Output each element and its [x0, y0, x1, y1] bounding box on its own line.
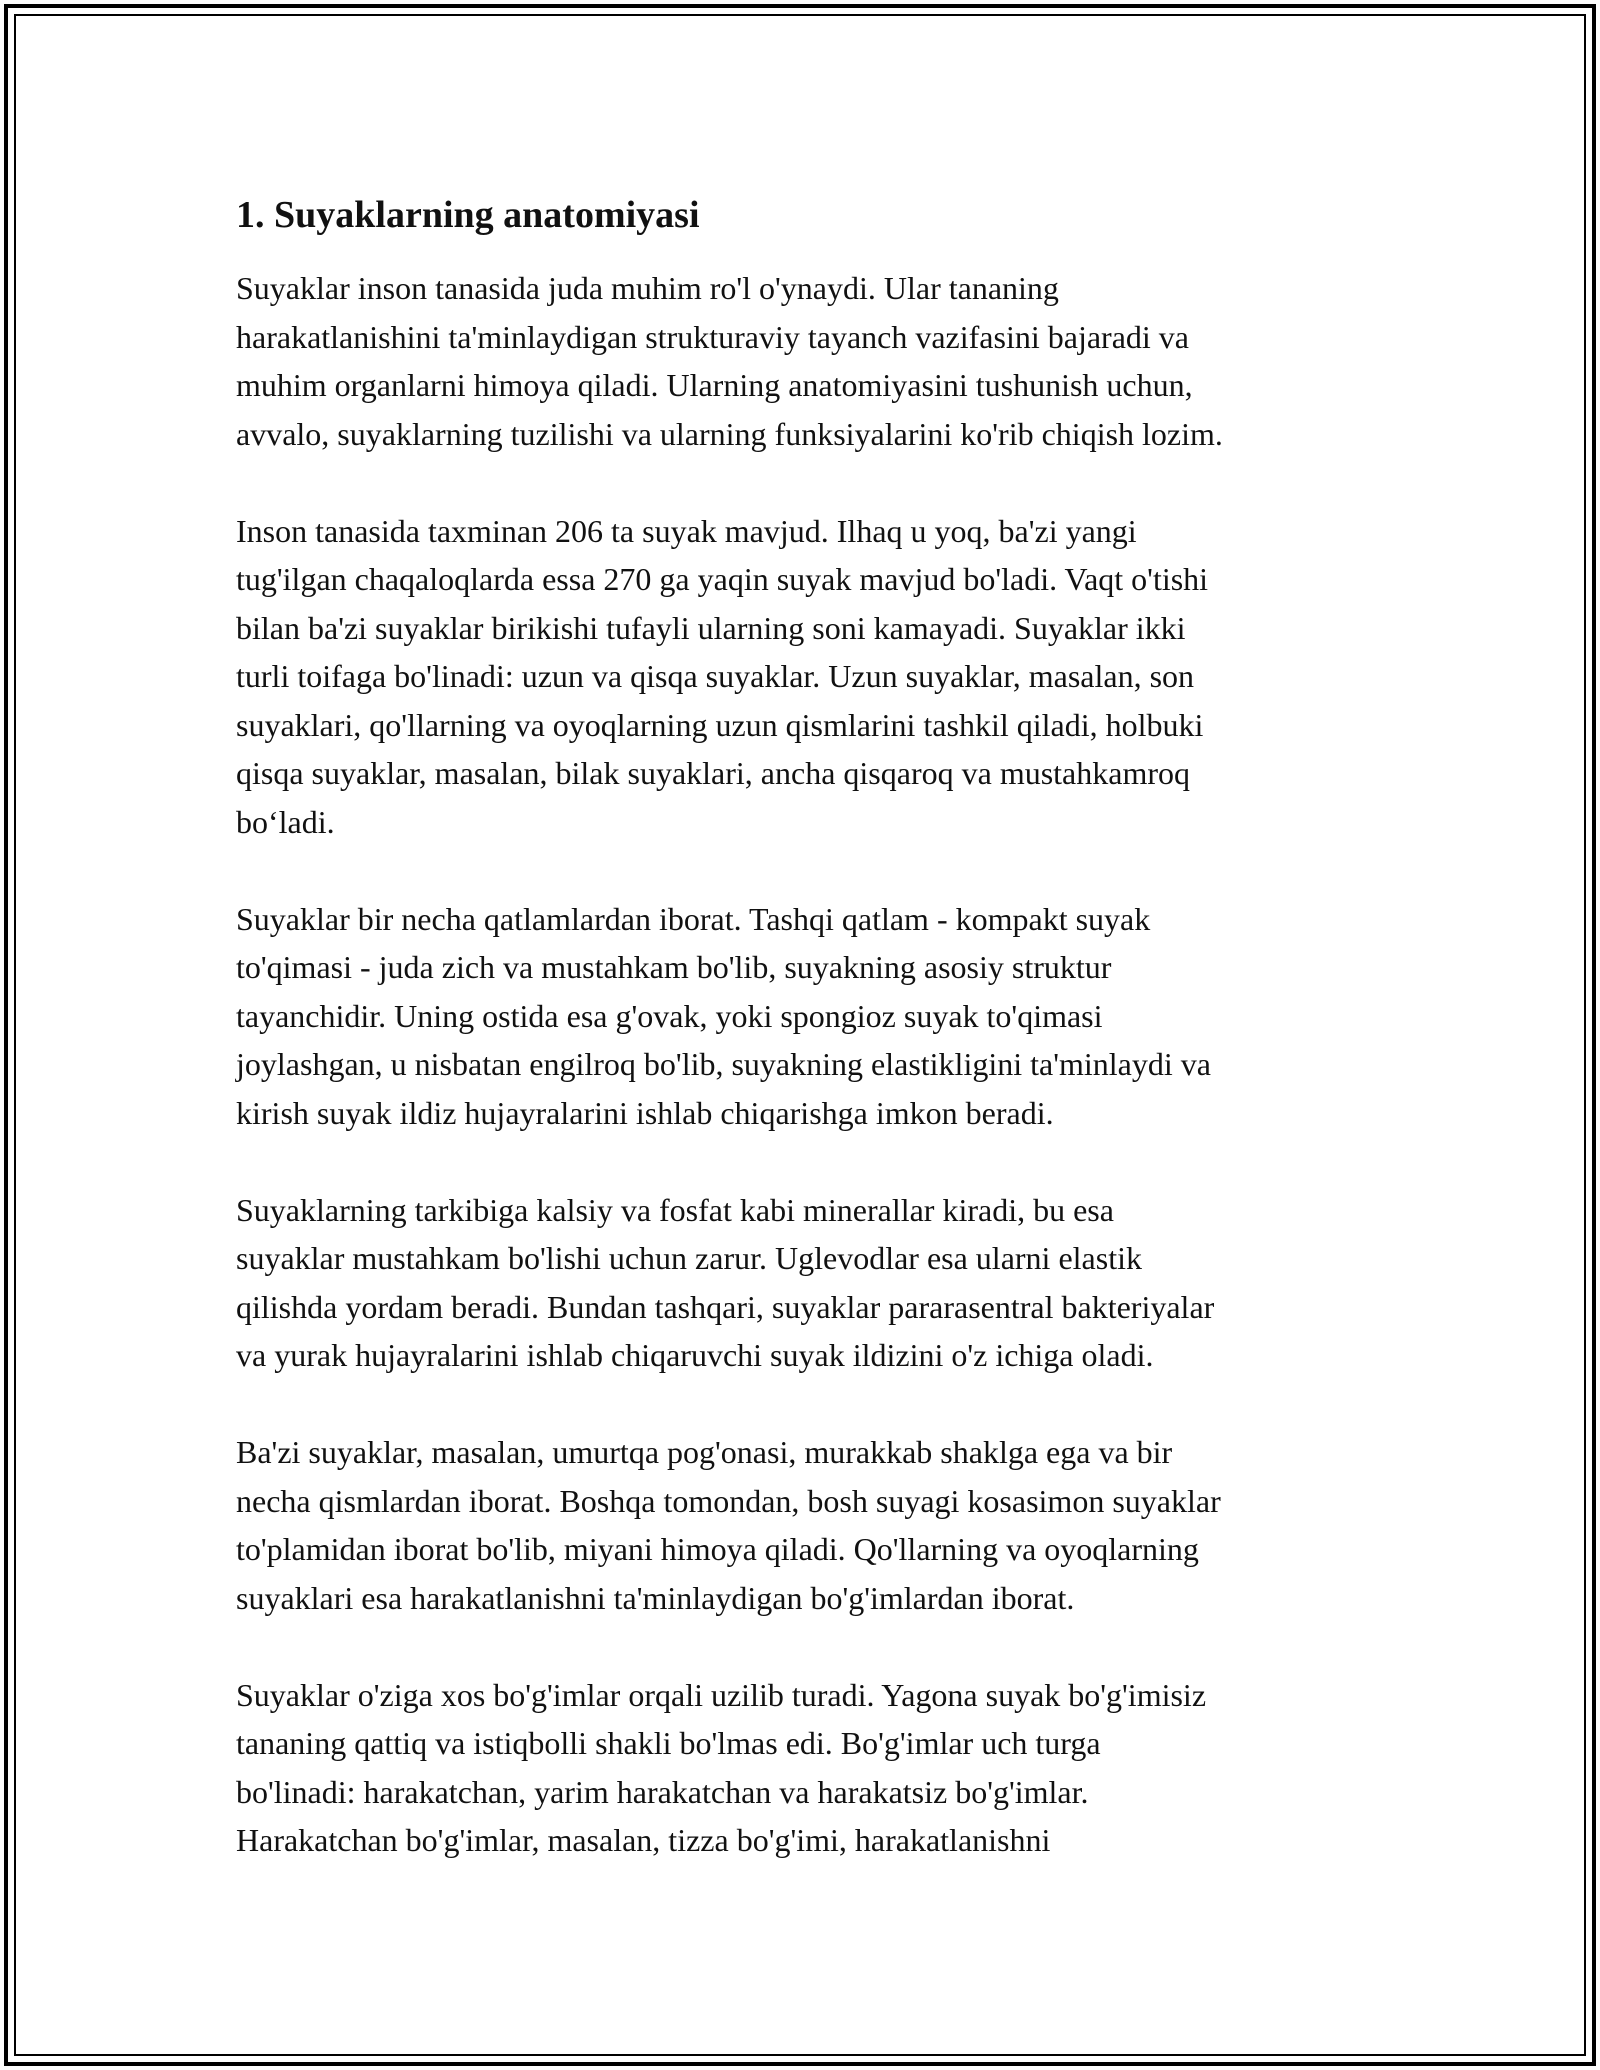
text-line: kirish suyak ildiz hujayralarini ishlab chiqarishga imkon beradi. [236, 1094, 1054, 1131]
text-line: necha qismlardan iborat. Boshqa tomondan, bosh suyagi kosasimon suyaklar [236, 1482, 1221, 1519]
text-line: Suyaklarning tarkibiga kalsiy va fosfat kabi minerallar kiradi, bu esa [236, 1191, 1114, 1228]
text-line: Suyaklar o'ziga xos bo'g'imlar orqali uzilib turadi. Yagona suyak bo'g'imisiz [236, 1676, 1207, 1713]
text-line: qisqa suyaklar, masalan, bilak suyaklari, ancha qisqaroq va mustahkamroq [236, 755, 1190, 791]
text-line: Suyaklar bir necha qatlamlardan iborat. Tashqi qatlam - kompakt suyak [236, 900, 1151, 937]
text-line: muhim organlarni himoya qiladi. Ularning anatomiyasini tushunish uchun, [236, 367, 1193, 403]
text-line: tayanchidir. Uning ostida esa g'ovak, yoki spongioz suyak to'qimasi [236, 997, 1103, 1034]
document-body [236, 186, 1376, 1913]
paragraph-complex-bones [236, 1428, 1376, 1622]
text-line: bilan ba'zi suyaklar birikishi tufayli ularning soni kamayadi. Suyaklar ikki [236, 609, 1186, 646]
paragraph-joints [236, 1671, 1376, 1865]
text-line: avvalo, suyaklarning tuzilishi va ularning funksiyalarini ko'rib chiqish lozim. [236, 415, 1223, 452]
text-line: qilishda yordam beradi. Bundan tashqari, suyaklar pararasentral bakteriyalar [236, 1288, 1215, 1325]
text-line: tananing qattiq va istiqbolli shakli bo'lmas edi. Bo'g'imlar uch turga [236, 1725, 1101, 1761]
paragraph-bone-count [236, 507, 1376, 847]
text-line: tug'ilgan chaqaloqlarda essa 270 ga yaqin suyak mavjud bo'ladi. Vaqt o'tishi [236, 561, 1209, 597]
text-line: va yurak hujayralarini ishlab chiqaruvchi suyak ildizini o'z ichiga oladi. [236, 1337, 1154, 1373]
text-line: bo'linadi: harakatchan, yarim harakatchan va harakatsiz bo'g'imlar. [236, 1773, 1089, 1810]
paragraph-bone-composition [236, 1186, 1376, 1380]
text-line: Ba'zi suyaklar, masalan, umurtqa pog'onasi, murakkab shaklga ega va bir [236, 1434, 1173, 1470]
text-line: suyaklari, qo'llarning va oyoqlarning uzun qismlarini tashkil qiladi, holbuki [236, 706, 1204, 743]
paragraph-bone-layers [236, 895, 1376, 1138]
text-line: Inson tanasida taxminan 206 ta suyak mavjud. Ilhaq u yoq, ba'zi yangi [236, 512, 1137, 549]
text-line: Harakatchan bo'g'imlar, masalan, tizza bo'g'imi, harakatlanishni [236, 1822, 1051, 1858]
text-line: suyaklar mustahkam bo'lishi uchun zarur. Uglevodlar esa ularni elastik [236, 1240, 1142, 1276]
text-line: bo‘ladi. [236, 803, 335, 840]
text-line: joylashgan, u nisbatan engilroq bo'lib, suyakning elastikligini ta'minlaydi va [236, 1046, 1211, 1082]
text-line: turli toifaga bo'linadi: uzun va qisqa suyaklar. Uzun suyaklar, masalan, son [236, 658, 1195, 694]
section-heading: 1. Suyaklarning anatomiyasi [236, 194, 700, 236]
text-line: Suyaklar inson tanasida juda muhim ro'l o'ynaydi. Ular tananing [236, 270, 1059, 306]
text-line: to'plamidan iborat bo'lib, miyani himoya qiladi. Qo'llarning va oyoqlarning [236, 1531, 1199, 1567]
paragraph-intro [236, 264, 1376, 458]
text-line: suyaklari esa harakatlanishni ta'minlaydigan bo'g'imlardan iborat. [236, 1579, 1075, 1616]
text-line: harakatlanishini ta'minlaydigan strukturaviy tayanch vazifasini bajaradi va [236, 318, 1189, 355]
text-line: to'qimasi - juda zich va mustahkam bo'lib, suyakning asosiy struktur [236, 949, 1112, 985]
